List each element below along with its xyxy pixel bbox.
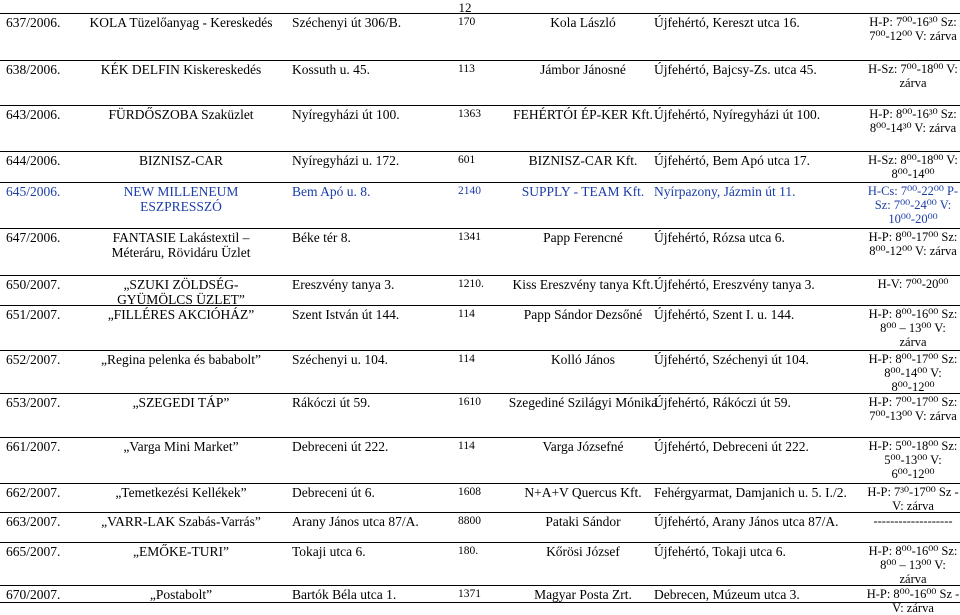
shop-address: Kossuth u. 45. [292,62,371,77]
operator-name: Magyar Posta Zrt. [534,587,632,602]
activity-code: 114 [458,353,475,365]
table-row [0,394,960,438]
operator-location: Újfehértó, Tokaji utca 6. [654,544,786,559]
activity-code: 1608 [458,486,481,498]
shop-address: Széchenyi u. 104. [292,352,388,367]
table-row [0,152,960,183]
activity-code: 170 [458,16,476,28]
table-row [0,276,960,306]
table-row [0,229,960,276]
shop-address: Nyíregyházi u. 172. [292,153,400,168]
registry-number: 652/2007. [6,352,61,367]
opening-hours: H-P: 8⁰⁰-16⁰⁰ Sz - V: zárva [866,587,960,615]
operator-location: Újfehértó, Szent I. u. 144. [654,307,795,322]
registry-number: 662/2007. [6,485,61,500]
table-row [0,306,960,351]
shop-name: „Postabolt” [149,587,213,602]
table-row [0,438,960,484]
registry-number: 637/2006. [6,15,61,30]
table-row [0,351,960,394]
activity-code: 114 [458,308,475,320]
opening-hours: H-P: 8⁰⁰-16⁰⁰ Sz: 8⁰⁰ – 13⁰⁰ V: zárva [868,544,958,586]
activity-code: 1610 [458,396,481,408]
registry-number: 643/2006. [6,107,61,122]
shop-address: Rákóczi út 59. [292,395,371,410]
operator-location: Újfehértó, Ereszvény tanya 3. [654,277,815,292]
registry-number: 645/2006. [6,184,61,199]
opening-hours: H-Sz: 8⁰⁰-18⁰⁰ V: 8⁰⁰-14⁰⁰ [868,153,958,181]
operator-name: Varga Józsefné [542,439,624,454]
operator-location: Újfehértó, Bajcsy-Zs. utca 45. [654,62,817,77]
opening-hours: H-P: 7³⁰-17⁰⁰ Sz - V: zárva [867,485,959,513]
shop-name: „FILLÉRES AKCIÓHÁZ” [107,307,255,322]
operator-name: Kola László [550,15,616,30]
operator-location: Újfehértó, Arany János utca 87/A. [654,514,839,529]
registry-number: 650/2007. [6,277,61,292]
shop-name: KÉK DELFIN Kiskereskedés [100,62,262,77]
opening-hours: H-Cs: 7⁰⁰-22⁰⁰ P-Sz: 7⁰⁰-24⁰⁰ V: 10⁰⁰-20⁰⁰ [867,184,959,226]
shop-address: Ereszvény tanya 3. [292,277,395,292]
shop-name: NEW MILLENEUM ESZPRESSZÓ [123,184,239,214]
shop-name: „Varga Mini Market” [123,439,239,454]
shop-address: Debreceni út 222. [292,439,389,454]
operator-location: Újfehértó, Bem Apó utca 17. [654,153,810,168]
registry-number: 665/2007. [6,544,61,559]
opening-hours: H-P: 7⁰⁰-16³⁰ Sz: 7⁰⁰-12⁰⁰ V: zárva [869,15,957,43]
operator-location: Újfehértó, Rákóczi út 59. [654,395,791,410]
opening-hours: H-P: 8⁰⁰-17⁰⁰ Sz: 8⁰⁰-12⁰⁰ V: zárva [868,230,958,258]
table-row [0,586,960,615]
table-row [0,543,960,586]
operator-name: Szegediné Szilágyi Mónika [508,395,658,410]
operator-name: SUPPLY - TEAM Kft. [521,184,645,199]
shop-address: Széchenyi út 306/B. [292,15,402,30]
table-row [0,484,960,513]
activity-code: 114 [458,440,475,452]
opening-hours: H-P: 7⁰⁰-17⁰⁰ Sz: 7⁰⁰-13⁰⁰ V: zárva [868,395,958,423]
shop-name: BIZNISZ-CAR [139,153,223,168]
shop-name: „SZUKI ZÖLDSÉG-GYÜMÖLCS ÜZLET” [117,277,245,307]
opening-hours: H-P: 5⁰⁰-18⁰⁰ Sz: 5⁰⁰-13⁰⁰ V: 6⁰⁰-12⁰⁰ [868,439,958,481]
shop-address: Bem Apó u. 8. [292,184,371,199]
operator-name: Papp Ferencné [543,230,623,245]
shop-address: Bartók Béla utca 1. [292,587,397,602]
operator-name: BIZNISZ-CAR Kft. [528,153,638,168]
registry-number: 647/2006. [6,230,61,245]
shop-name: „SZEGEDI TÁP” [132,395,230,410]
opening-hours: H-P: 8⁰⁰-16⁰⁰ Sz: 8⁰⁰ – 13⁰⁰ V: zárva [868,307,958,349]
shop-name: FÜRDŐSZOBA Szaküzlet [108,107,254,122]
registry-number: 638/2006. [6,62,61,77]
operator-name: Kolló János [550,352,616,367]
registry-number: 644/2006. [6,153,61,168]
shop-name: „VARR-LAK Szabás-Varrás” [101,514,261,529]
opening-hours: H-Sz: 7⁰⁰-18⁰⁰ V: zárva [868,62,958,90]
registry-number: 663/2007. [6,514,61,529]
page-number: 12 [458,0,472,15]
shop-address: Tokaji utca 6. [292,544,366,559]
shop-address: Nyíregyházi út 100. [292,107,400,122]
operator-location: Újfehértó, Nyíregyházi út 100. [654,107,821,122]
table-row [0,106,960,152]
operator-name: Kőrösi József [546,544,620,559]
activity-code: 1371 [458,588,481,600]
activity-code: 601 [458,154,476,166]
activity-code: 180. [458,545,479,557]
activity-code: 1210. [458,278,484,290]
table-row [0,14,960,61]
opening-hours: H-V: 7⁰⁰-20⁰⁰ [877,277,949,291]
operator-location: Újfehértó, Debreceni út 222. [654,439,809,454]
operator-location: Újfehértó, Kereszt utca 16. [654,15,800,30]
registry-table [0,13,960,615]
activity-code: 113 [458,63,475,75]
operator-location: Újfehértó, Rózsa utca 6. [654,230,785,245]
shop-name: „Temetkezési Kellékek” [115,485,247,500]
shop-address: Szent István út 144. [292,307,400,322]
registry-number: 661/2007. [6,439,61,454]
operator-location: Újfehértó, Széchenyi út 104. [654,352,809,367]
operator-name: Jámbor Jánosné [540,62,626,77]
shop-name: FANTASIE Lakástextil – Méteráru, Rövidáru Üzlet [111,230,251,260]
operator-name: Papp Sándor Dezsőné [523,307,643,322]
activity-code: 1341 [458,231,481,243]
activity-code: 8800 [458,515,481,527]
operator-name: Kiss Ereszvény tanya Kft. [512,277,654,292]
activity-code: 2140 [458,185,481,197]
opening-hours: H-P: 8⁰⁰-17⁰⁰ Sz: 8⁰⁰-14⁰⁰ V: 8⁰⁰-12⁰⁰ [868,352,958,394]
operator-name: Pataki Sándor [545,514,621,529]
table-row [0,513,960,543]
operator-name: N+A+V Quercus Kft. [524,485,642,500]
registry-number: 670/2007. [6,587,61,602]
registry-number: 653/2007. [6,395,61,410]
shop-name: „EMŐKE-TURI” [133,544,229,559]
shop-address: Debreceni út 6. [292,485,375,500]
table-row [0,183,960,229]
registry-number: 651/2007. [6,307,61,322]
shop-name: KOLA Tüzelőanyag - Kereskedés [89,15,273,30]
operator-name: FEHÉRTÓI ÉP-KER Kft. [513,107,653,122]
operator-location: Nyírpazony, Jázmin út 11. [654,184,796,199]
operator-location: Debrecen, Múzeum utca 3. [654,587,800,602]
opening-hours: H-P: 8⁰⁰-16³⁰ Sz: 8⁰⁰-14³⁰ V: zárva [869,107,957,135]
shop-address: Arany János utca 87/A. [292,514,419,529]
table-row [0,61,960,106]
operator-location: Fehérgyarmat, Damjanich u. 5. I./2. [654,485,847,500]
opening-hours: ------------------- [873,514,953,528]
shop-address: Béke tér 8. [292,230,351,245]
activity-code: 1363 [458,108,481,120]
shop-name: „Regina pelenka és bababolt” [100,352,262,367]
